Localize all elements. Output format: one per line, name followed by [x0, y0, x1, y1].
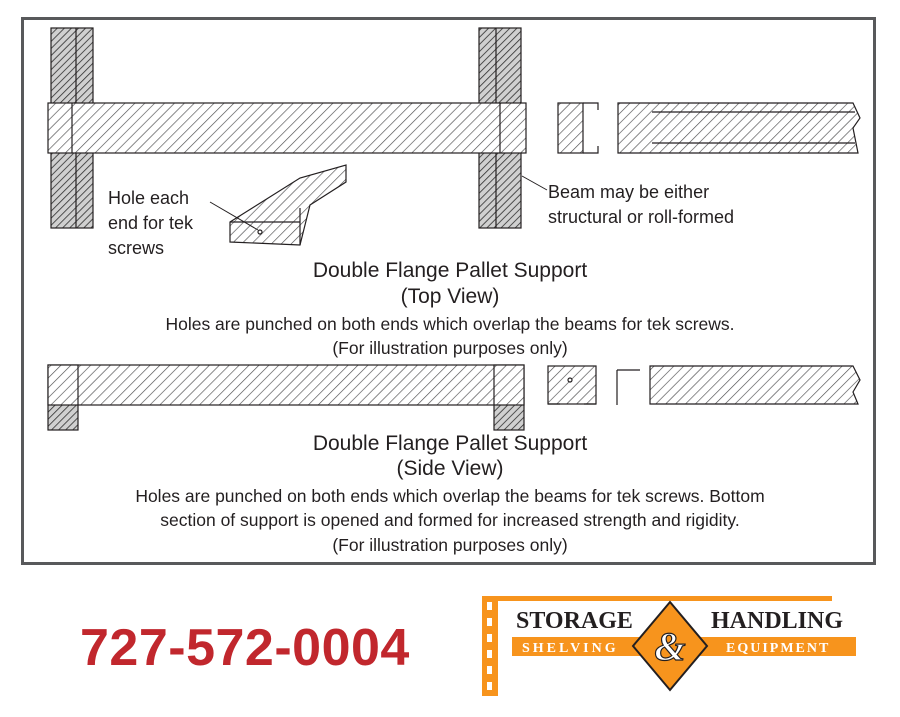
top-view-title: Double Flange Pallet Support [312, 259, 588, 282]
support-isometric-detail [230, 165, 346, 245]
logo-sub-left: SHELVING [522, 641, 619, 656]
hole-note-line-3: screws [108, 238, 165, 258]
support-cross-section-side [548, 366, 596, 404]
logo-word-left: STORAGE [516, 608, 633, 634]
side-view-disclaimer: (For illustration purposes only) [332, 535, 568, 555]
pallet-support-side [48, 365, 524, 405]
side-view-drawing [48, 365, 860, 430]
top-view-subtitle: (Top View) [400, 285, 500, 308]
pallet-support-top [48, 103, 526, 153]
company-logo [478, 592, 858, 702]
support-cross-section-top [558, 103, 598, 153]
top-view-description: Holes are punched on both ends which overlap the beams for tek screws. [165, 314, 735, 334]
side-view-subtitle: (Side View) [396, 457, 504, 480]
beam-note-line-1: Beam may be either [548, 182, 710, 202]
side-view-description-line-2: section of support is opened and formed for increased strength and rigidity. [160, 510, 740, 530]
logo-word-right: HANDLING [711, 608, 844, 634]
hole-note-line-1: Hole each [108, 188, 190, 208]
support-profile-side [617, 366, 860, 405]
logo-sub-right: EQUIPMENT [726, 641, 831, 656]
side-view-title: Double Flange Pallet Support [312, 432, 588, 455]
side-view-description-line-1: Holes are punched on both ends which overlap the beams for tek screws. Bottom [135, 486, 765, 506]
logo-ampersand: & [654, 624, 686, 669]
hole-note-line-2: end for tek [108, 213, 194, 233]
support-profile-top [618, 103, 860, 153]
phone-number[interactable]: 727-572-0004 [80, 619, 410, 677]
beam-note-line-2: structural or roll-formed [548, 207, 735, 227]
top-view-disclaimer: (For illustration purposes only) [332, 338, 568, 358]
